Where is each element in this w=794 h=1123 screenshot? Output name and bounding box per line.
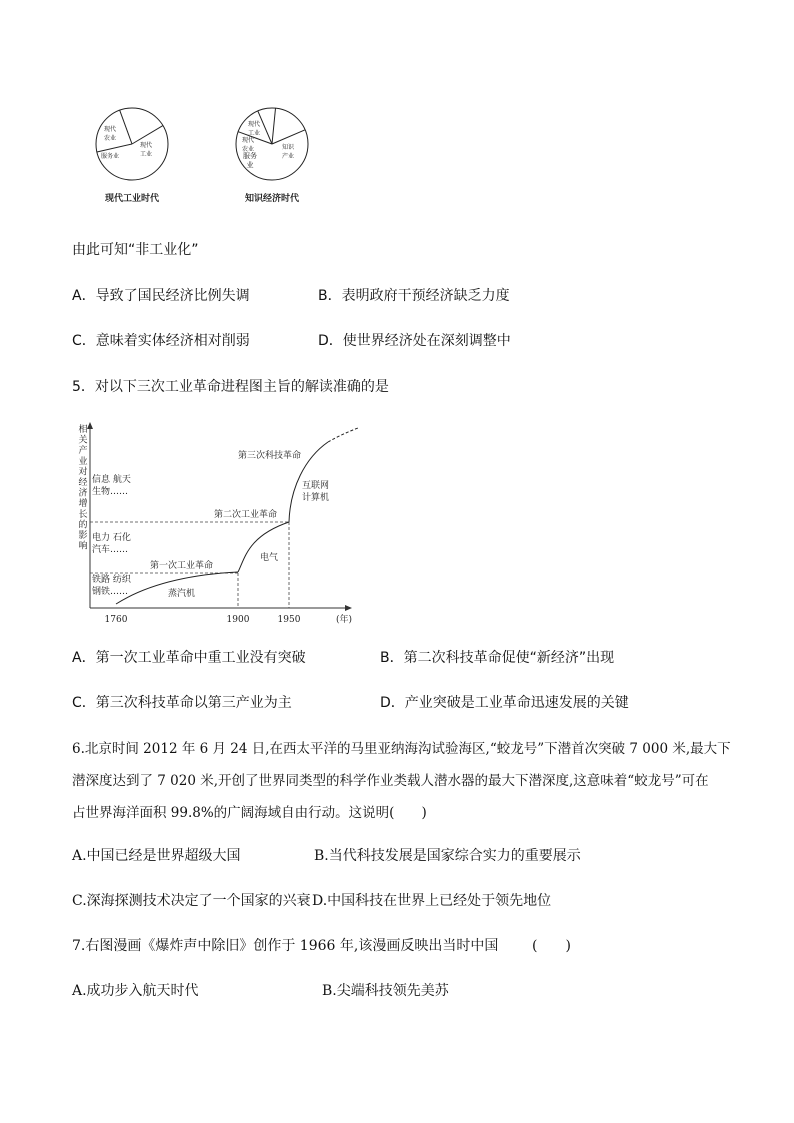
q4-option-b: B．表明政府干预经济缺乏力度 bbox=[318, 288, 510, 304]
chart-y-axis-label-chars bbox=[78, 423, 87, 552]
q5-option-c: C．第三次科技革命以第三产业为主 bbox=[72, 695, 292, 711]
curve-first-revolution bbox=[116, 572, 238, 604]
y-axis-label-char: 济 bbox=[78, 488, 88, 499]
label-steam-engine: 蒸汽机 bbox=[168, 589, 196, 599]
y-axis-label-char: 对 bbox=[78, 467, 88, 478]
label-third-revolution: 第三次科技革命 bbox=[238, 451, 302, 461]
q6-stem-line-2: 潜深度达到了 7 020 米,开创了世界同类型的科学作业类载人潜水器的最大下潜深度,这意味着“蛟龙号”可在 bbox=[72, 773, 709, 789]
label-internet: 互联网 bbox=[302, 481, 330, 491]
q7-answer-paren: ( ) bbox=[532, 938, 571, 954]
pie-left-label-1: 工业 bbox=[139, 151, 153, 158]
q4-option-d: D．使世界经济处在深刻调整中 bbox=[318, 333, 511, 349]
q7-stem: 7.右图漫画《爆炸声中除旧》创作于 1966 年,该漫画反映出当时中国 bbox=[72, 938, 499, 954]
pie-left-label-1: 现代 bbox=[139, 142, 153, 149]
x-axis-unit: (年) bbox=[336, 615, 353, 625]
x-tick-1900: 1900 bbox=[226, 615, 250, 625]
pie-right-label-1: 农业 bbox=[241, 146, 255, 153]
q4-option-a: A．导致了国民经济比例失调 bbox=[72, 288, 250, 304]
pie-left-label-0: 农业 bbox=[103, 135, 117, 142]
q6-option-a: A.中国已经是世界超级大国 bbox=[72, 848, 241, 864]
y-axis-label-char: 产 bbox=[78, 446, 88, 457]
y-axis-label-char: 业 bbox=[78, 456, 88, 467]
y-axis-label-char: 相 bbox=[78, 425, 88, 435]
pie-caption-left: 现代工业时代 bbox=[104, 194, 160, 204]
y-axis-label-char: 经 bbox=[78, 478, 88, 488]
pie-chart-industrial-era bbox=[96, 108, 168, 180]
q5-option-d: D．产业突破是工业革命迅速发展的关键 bbox=[380, 695, 629, 711]
left-label-power: 电力 石化 bbox=[92, 533, 131, 543]
q6-option-d: D.中国科技在世界上已经处于领先地位 bbox=[312, 893, 552, 909]
pie-caption-right: 知识经济时代 bbox=[244, 194, 300, 204]
q7-option-b: B.尖端科技领先美苏 bbox=[322, 983, 449, 999]
left-label-bio: 生物…… bbox=[92, 487, 129, 497]
curve-second-revolution bbox=[238, 522, 289, 572]
x-tick-1950: 1950 bbox=[277, 615, 301, 625]
q6-stem-line-3: 占世界海洋面积 99.8%的广阔海域自由行动。这说明( ) bbox=[72, 805, 427, 821]
q4-stem: 由此可知“非工业化” bbox=[72, 242, 199, 258]
left-label-info: 信息 航天 bbox=[92, 475, 131, 485]
q5-stem: 5．对以下三次工业革命进程图主旨的解读准确的是 bbox=[72, 379, 389, 395]
q7-option-a: A.成功步入航天时代 bbox=[72, 983, 199, 999]
pie-right-label-3: 知识 bbox=[281, 144, 295, 151]
industrial-revolution-chart bbox=[80, 418, 380, 630]
pie-right-label-2: 业 bbox=[246, 161, 254, 169]
q6-option-b: B.当代科技发展是国家综合实力的重要展示 bbox=[314, 848, 581, 864]
y-axis-label-char: 关 bbox=[78, 435, 88, 446]
q4-option-c: C．意味着实体经济相对削弱 bbox=[72, 333, 250, 349]
pie-right-label-1: 现代 bbox=[241, 137, 255, 144]
left-label-steel: 钢铁…… bbox=[92, 587, 129, 597]
label-first-revolution: 第一次工业革命 bbox=[150, 561, 214, 571]
y-axis-label-char: 的 bbox=[78, 520, 88, 531]
label-second-revolution: 第二次工业革命 bbox=[214, 510, 278, 520]
left-label-rail: 铁路 纺织 bbox=[92, 575, 131, 585]
q6-option-c: C.深海探测技术决定了一个国家的兴衰 bbox=[72, 893, 311, 909]
pie-left-label-0: 现代 bbox=[103, 126, 117, 133]
pie-right-label-3: 产业 bbox=[281, 153, 295, 160]
y-axis-label-char: 增 bbox=[78, 499, 88, 510]
pie-right-label-2: 服务 bbox=[243, 152, 257, 160]
q5-option-a: A．第一次工业革命中重工业没有突破 bbox=[72, 650, 306, 666]
label-computer: 计算机 bbox=[302, 493, 330, 503]
pie-left-label-2: 服务业 bbox=[100, 153, 120, 160]
y-axis-label-char: 影 bbox=[78, 531, 88, 541]
pie-right-label-0: 现代 bbox=[247, 121, 261, 128]
label-electricity: 电气 bbox=[260, 553, 279, 563]
pie-right-label-0: 工业 bbox=[247, 130, 261, 137]
q5-option-b: B．第二次科技革命促使“新经济”出现 bbox=[380, 650, 615, 666]
x-tick-1760: 1760 bbox=[104, 615, 128, 625]
pie-chart-knowledge-era bbox=[236, 108, 308, 180]
y-axis-label-char: 长 bbox=[78, 509, 88, 520]
q6-stem-line-1: 6.北京时间 2012 年 6 月 24 日,在西太平洋的马里亚纳海沟试验海区,“蛟龙号”下潜首次突破 7 000 米,最大下 bbox=[72, 741, 731, 757]
pie-charts-figure bbox=[60, 100, 360, 210]
left-label-auto: 汽车…… bbox=[92, 545, 129, 555]
y-axis-label-char: 响 bbox=[78, 541, 88, 552]
